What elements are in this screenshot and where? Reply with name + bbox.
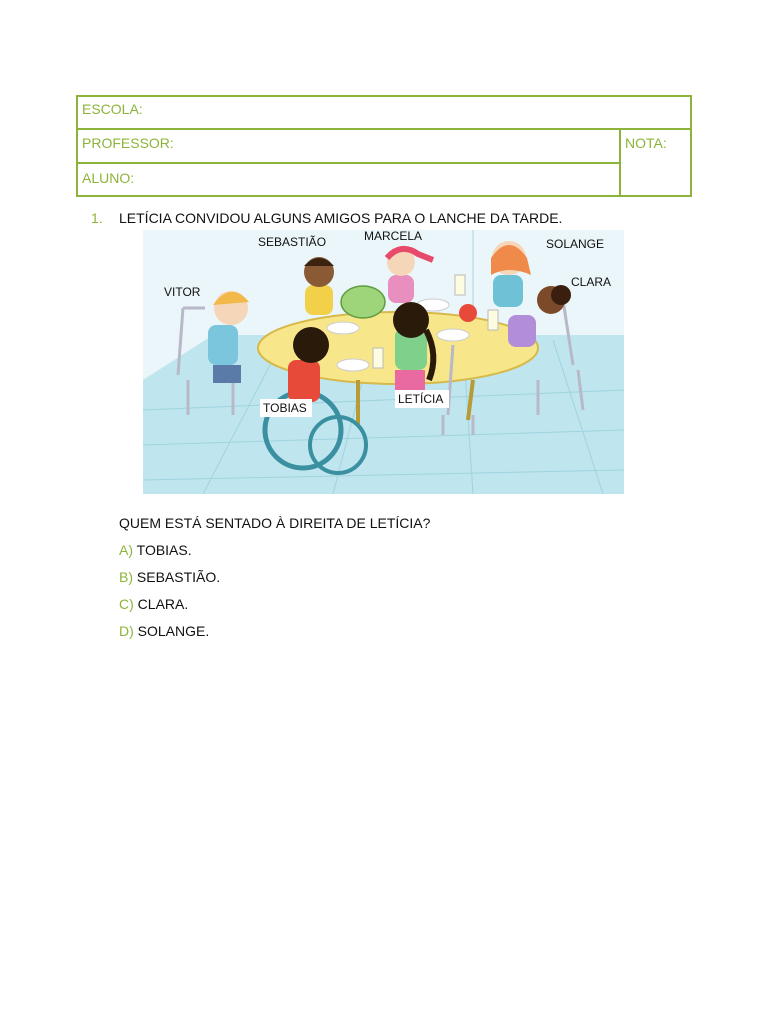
question-text: LETÍCIA CONVIDOU ALGUNS AMIGOS PARA O LANCHE DA TARDE. xyxy=(119,210,563,226)
professor-field[interactable] xyxy=(78,130,621,164)
aluno-label: ALUNO: xyxy=(82,170,135,186)
aluno-field[interactable] xyxy=(78,164,621,195)
nota-field[interactable] xyxy=(621,130,690,195)
label-sebastiao: SEBASTIÃO xyxy=(258,235,327,249)
option-d[interactable] xyxy=(119,623,209,639)
option-b[interactable] xyxy=(119,569,220,585)
option-letter: A) xyxy=(119,542,133,558)
question-1 xyxy=(91,210,562,226)
juice-pitcher xyxy=(341,286,385,318)
escola-label: ESCOLA: xyxy=(82,101,143,117)
label-solange: SOLANGE xyxy=(546,237,605,251)
question-prompt: QUEM ESTÁ SENTADO À DIREITA DE LETÍCIA? xyxy=(119,515,431,531)
option-letter: B) xyxy=(119,569,133,585)
label-marcela: MARCELA xyxy=(364,230,423,243)
option-text: SOLANGE. xyxy=(137,623,210,639)
option-letter: C) xyxy=(119,596,134,612)
apple xyxy=(459,304,477,322)
option-c[interactable] xyxy=(119,596,188,612)
professor-label: PROFESSOR: xyxy=(82,135,174,151)
nota-label: NOTA: xyxy=(625,135,667,151)
label-clara: CLARA xyxy=(571,275,612,289)
label-vitor: VITOR xyxy=(164,285,201,299)
question-number: 1. xyxy=(91,210,103,226)
option-a[interactable] xyxy=(119,542,192,558)
option-letter: D) xyxy=(119,623,134,639)
escola-field[interactable] xyxy=(78,97,690,130)
label-leticia: LETÍCIA xyxy=(398,392,444,406)
option-text: CLARA. xyxy=(137,596,189,612)
option-text: TOBIAS. xyxy=(136,542,192,558)
header-table xyxy=(76,95,692,197)
lunch-illustration xyxy=(143,230,624,494)
label-tobias: TOBIAS xyxy=(263,401,307,415)
option-text: SEBASTIÃO. xyxy=(136,569,221,585)
